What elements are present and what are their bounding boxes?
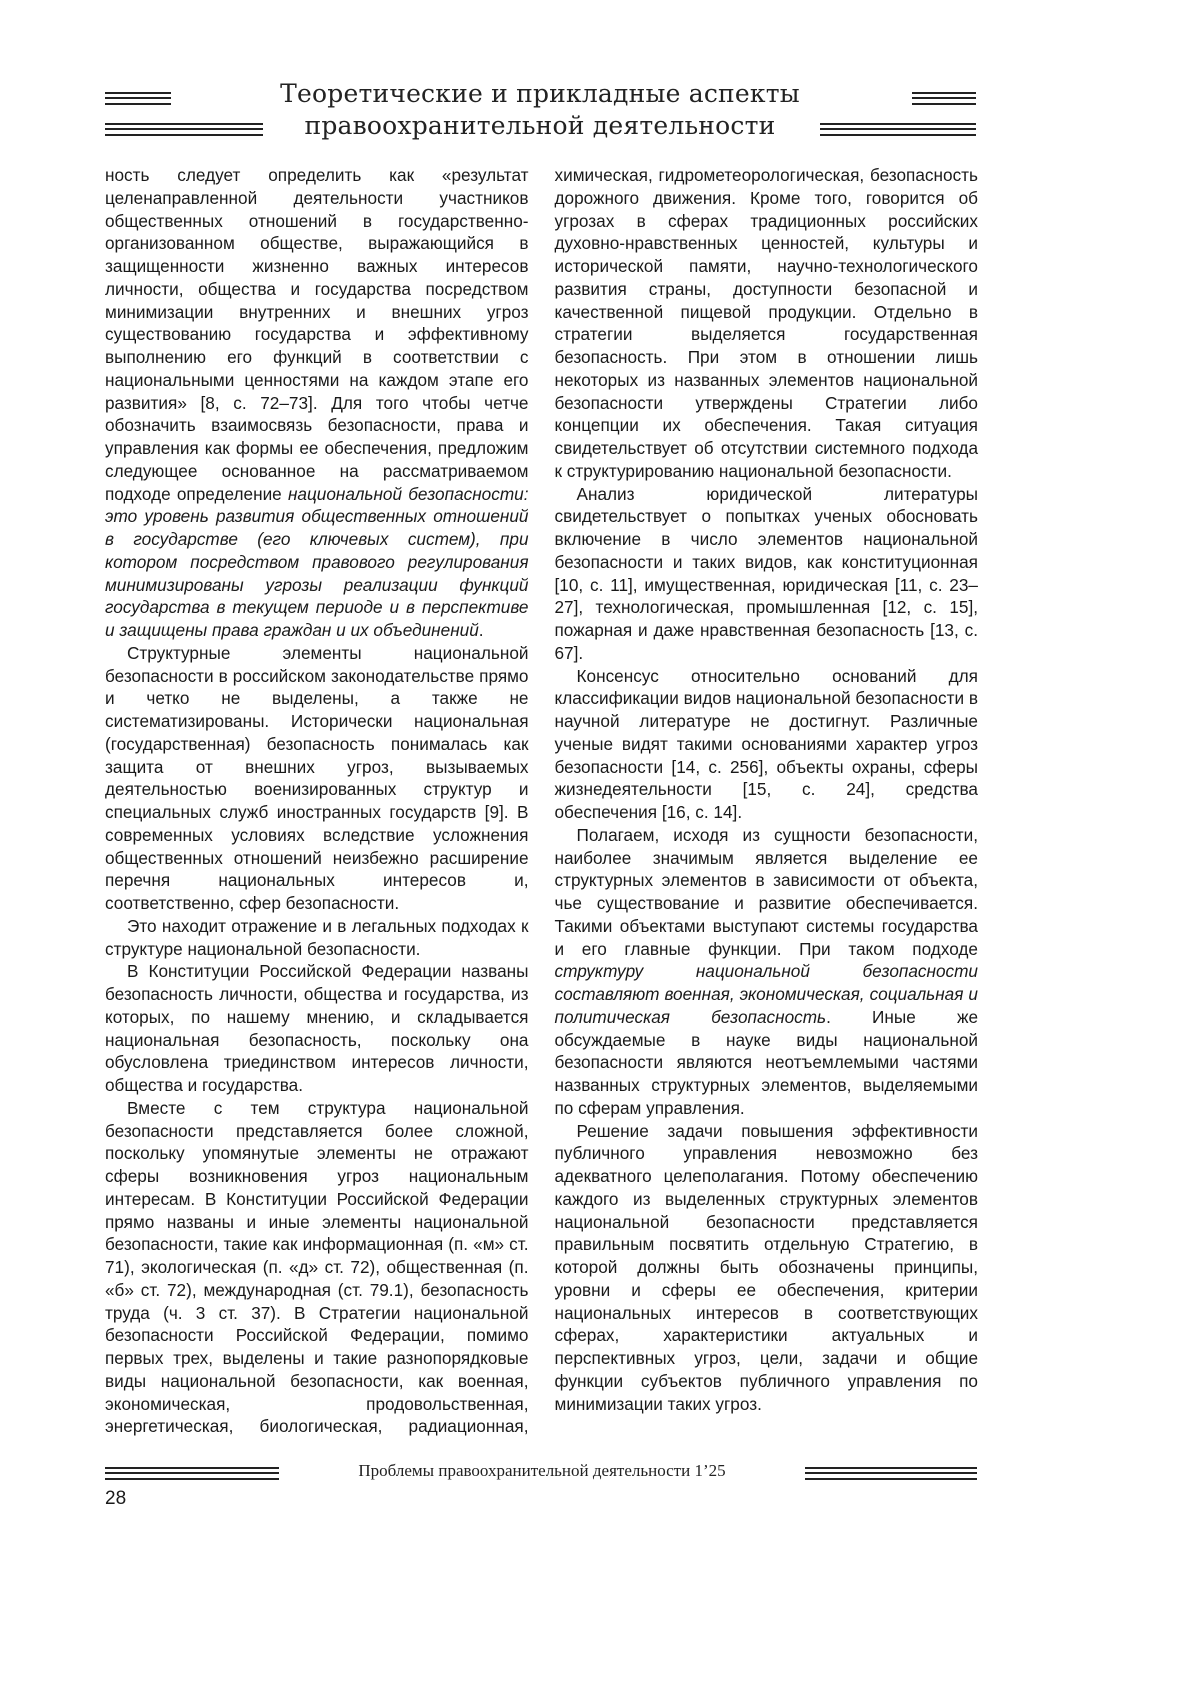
text: Вместе с тем структура национальной безопасности представляется более сложной, поскольку упомянутые элементы не отражают сферы возникновения угроз национальным интересам. В Конституции Российской Федерации прямо названы и иные элементы национальной безопасности, такие как информационная (п. «м» ст. 71), экологическая (п. «д» ст. 72), общественная (п. «б» ст. 72), международная (ст. 79.1), безопасность труда (ч. 3 ст. 37). В Стратегии национальной безопасности Российской Федерации, помимо первых трех, выделены и такие разнопорядковые виды национальной безопасности, как военная, экономическая, продовольственная, энергетическая, биологическая, радиационная, химическая, гидрометеорологическая, безопасность дорожного движения. Кроме того, говорится об угрозах в сферах традиционных российских духовно-нравственных ценностей, культуры и исторической памяти, научно-технологического развития страны, доступности безопасной и качественной пищевой продукции. Отдельно в стратегии выделяется государственная безопасность. При этом в отношении лишь некоторых из названных элементов национальной безопасности утверждены Стратегии либо концепции их обеспечения. Такая ситуация свидетельствует об отсутствии системного подхода к структурированию национальной безопасности. bbox=[105, 165, 978, 1436]
text: Анализ юридической литературы свидетельствует о попытках ученых обосновать включение в число элементов национальной безопасности и таких видов, как конституционная [10, с. 11], имущественная, юридическая [11, с. 23–27], технологическая, промышленная [12, с. 15], пожарная и даже нравственная безопасность [13, с. 67]. bbox=[555, 484, 979, 663]
header-rule-top-left bbox=[105, 92, 171, 105]
paragraph bbox=[105, 915, 529, 961]
text: Консенсус относительно оснований для классификации видов национальной безопасности в научной литературе не достигнут. Различные ученые видят такими основаниями характер угроз безопасности [14, с. 256], объекты охраны, сферы жизнедеятельности [15, с. 24], средства обеспечения [16, с. 14]. bbox=[555, 666, 979, 823]
paragraph bbox=[555, 1120, 979, 1416]
paragraph bbox=[555, 824, 979, 1120]
page-number: 28 bbox=[105, 1488, 126, 1510]
paragraph bbox=[105, 960, 529, 1097]
article-body bbox=[105, 164, 978, 1442]
italic-text: национальной безопасности: это уровень развития общественных отношений в государстве (его ключевых систем), при котором посредством правового регулирования минимизированы угрозы реализации функций государства в текущем периоде и в перспективе и защищены права граждан и их объединений bbox=[105, 484, 529, 641]
header-rule-bottom-left bbox=[105, 123, 263, 136]
footer-journal-title: Проблемы правоохранительной деятельности 1’25 bbox=[280, 1461, 804, 1481]
text: В Конституции Российской Федерации названы безопасность личности, общества и государства, из которых, по нашему мнению, и складывается национальная безопасность, поскольку она обусловлена триединством интересов личности, общества и государства. bbox=[105, 961, 529, 1095]
header-rule-bottom-right bbox=[820, 123, 976, 136]
paragraph bbox=[555, 483, 979, 665]
italic-text: структуру национальной безопасности составляют военная, экономическая, социальная и политическая безопасность bbox=[555, 961, 979, 1027]
text: . bbox=[479, 620, 484, 640]
text: Полагаем, исходя из сущности безопасности, наиболее значимым является выделение ее структурных элементов в зависимости от объекта, чье существование и развитие обеспечивается. Такими объектами выступают системы государства и его главные функции. При таком подходе bbox=[555, 825, 979, 959]
text: Решение задачи повышения эффективности публичного управления невозможно без адекватного целеполагания. Потому обеспечению каждого из выделенных структурных элементов национальной безопасности представляется правильным посвятить отдельную Стратегию, в которой должны быть обозначены принципы, уровни и сферы ее обеспечения, критерии национальных интересов в соответствующих сферах, характеристики актуальных и перспективных угроз, цели, задачи и общие функции субъектов публичного управления по минимизации таких угроз. bbox=[555, 1121, 979, 1414]
footer-rule-left bbox=[105, 1467, 279, 1480]
running-header-line1: Теоретические и прикладные аспекты bbox=[270, 78, 810, 110]
footer-rule-right bbox=[805, 1467, 977, 1480]
text: . Иные же обсуждаемые в науке виды национальной безопасности являются неотъемлемыми частями названных структурных элементов, выделяемыми по сферам управления. bbox=[555, 1007, 979, 1118]
text: Структурные элементы национальной безопасности в российском законодательстве прямо и четко не выделены, а также не систематизированы. Исторически национальная (государственная) безопасность понималась как защита от внешних угроз, вызываемых деятельностью военизированных структур и специальных служб иностранных государств [9]. В современных условиях вследствие усложнения общественных отношений неизбежно расширение перечня национальных интересов и, соответственно, сфер безопасности. bbox=[105, 643, 529, 913]
header-rule-top-right bbox=[912, 92, 976, 105]
paragraph bbox=[555, 665, 979, 824]
text: ность следует определить как «результат целенаправленной деятельности участников общественных отношений в государственно-организованном обществе, выражающийся в защищенности жизненно важных интересов личности, общества и государства посредством минимизации внутренних и внешних угроз существованию государства и эффективному выполнению его функций в соответствии с национальными ценностями на каждом этапе его развития» [8, с. 72–73]. Для того чтобы четче обозначить взаимосвязь безопасности, права и управления как формы ее обеспечения, предложим следующее основанное на рассматриваемом подходе определение bbox=[105, 165, 529, 504]
text: Это находит отражение и в легальных подходах к структуре национальной безопасности. bbox=[105, 916, 529, 959]
paragraph bbox=[105, 164, 529, 642]
paragraph bbox=[105, 642, 529, 915]
running-header-line2: правоохранительной деятельности bbox=[270, 110, 810, 142]
